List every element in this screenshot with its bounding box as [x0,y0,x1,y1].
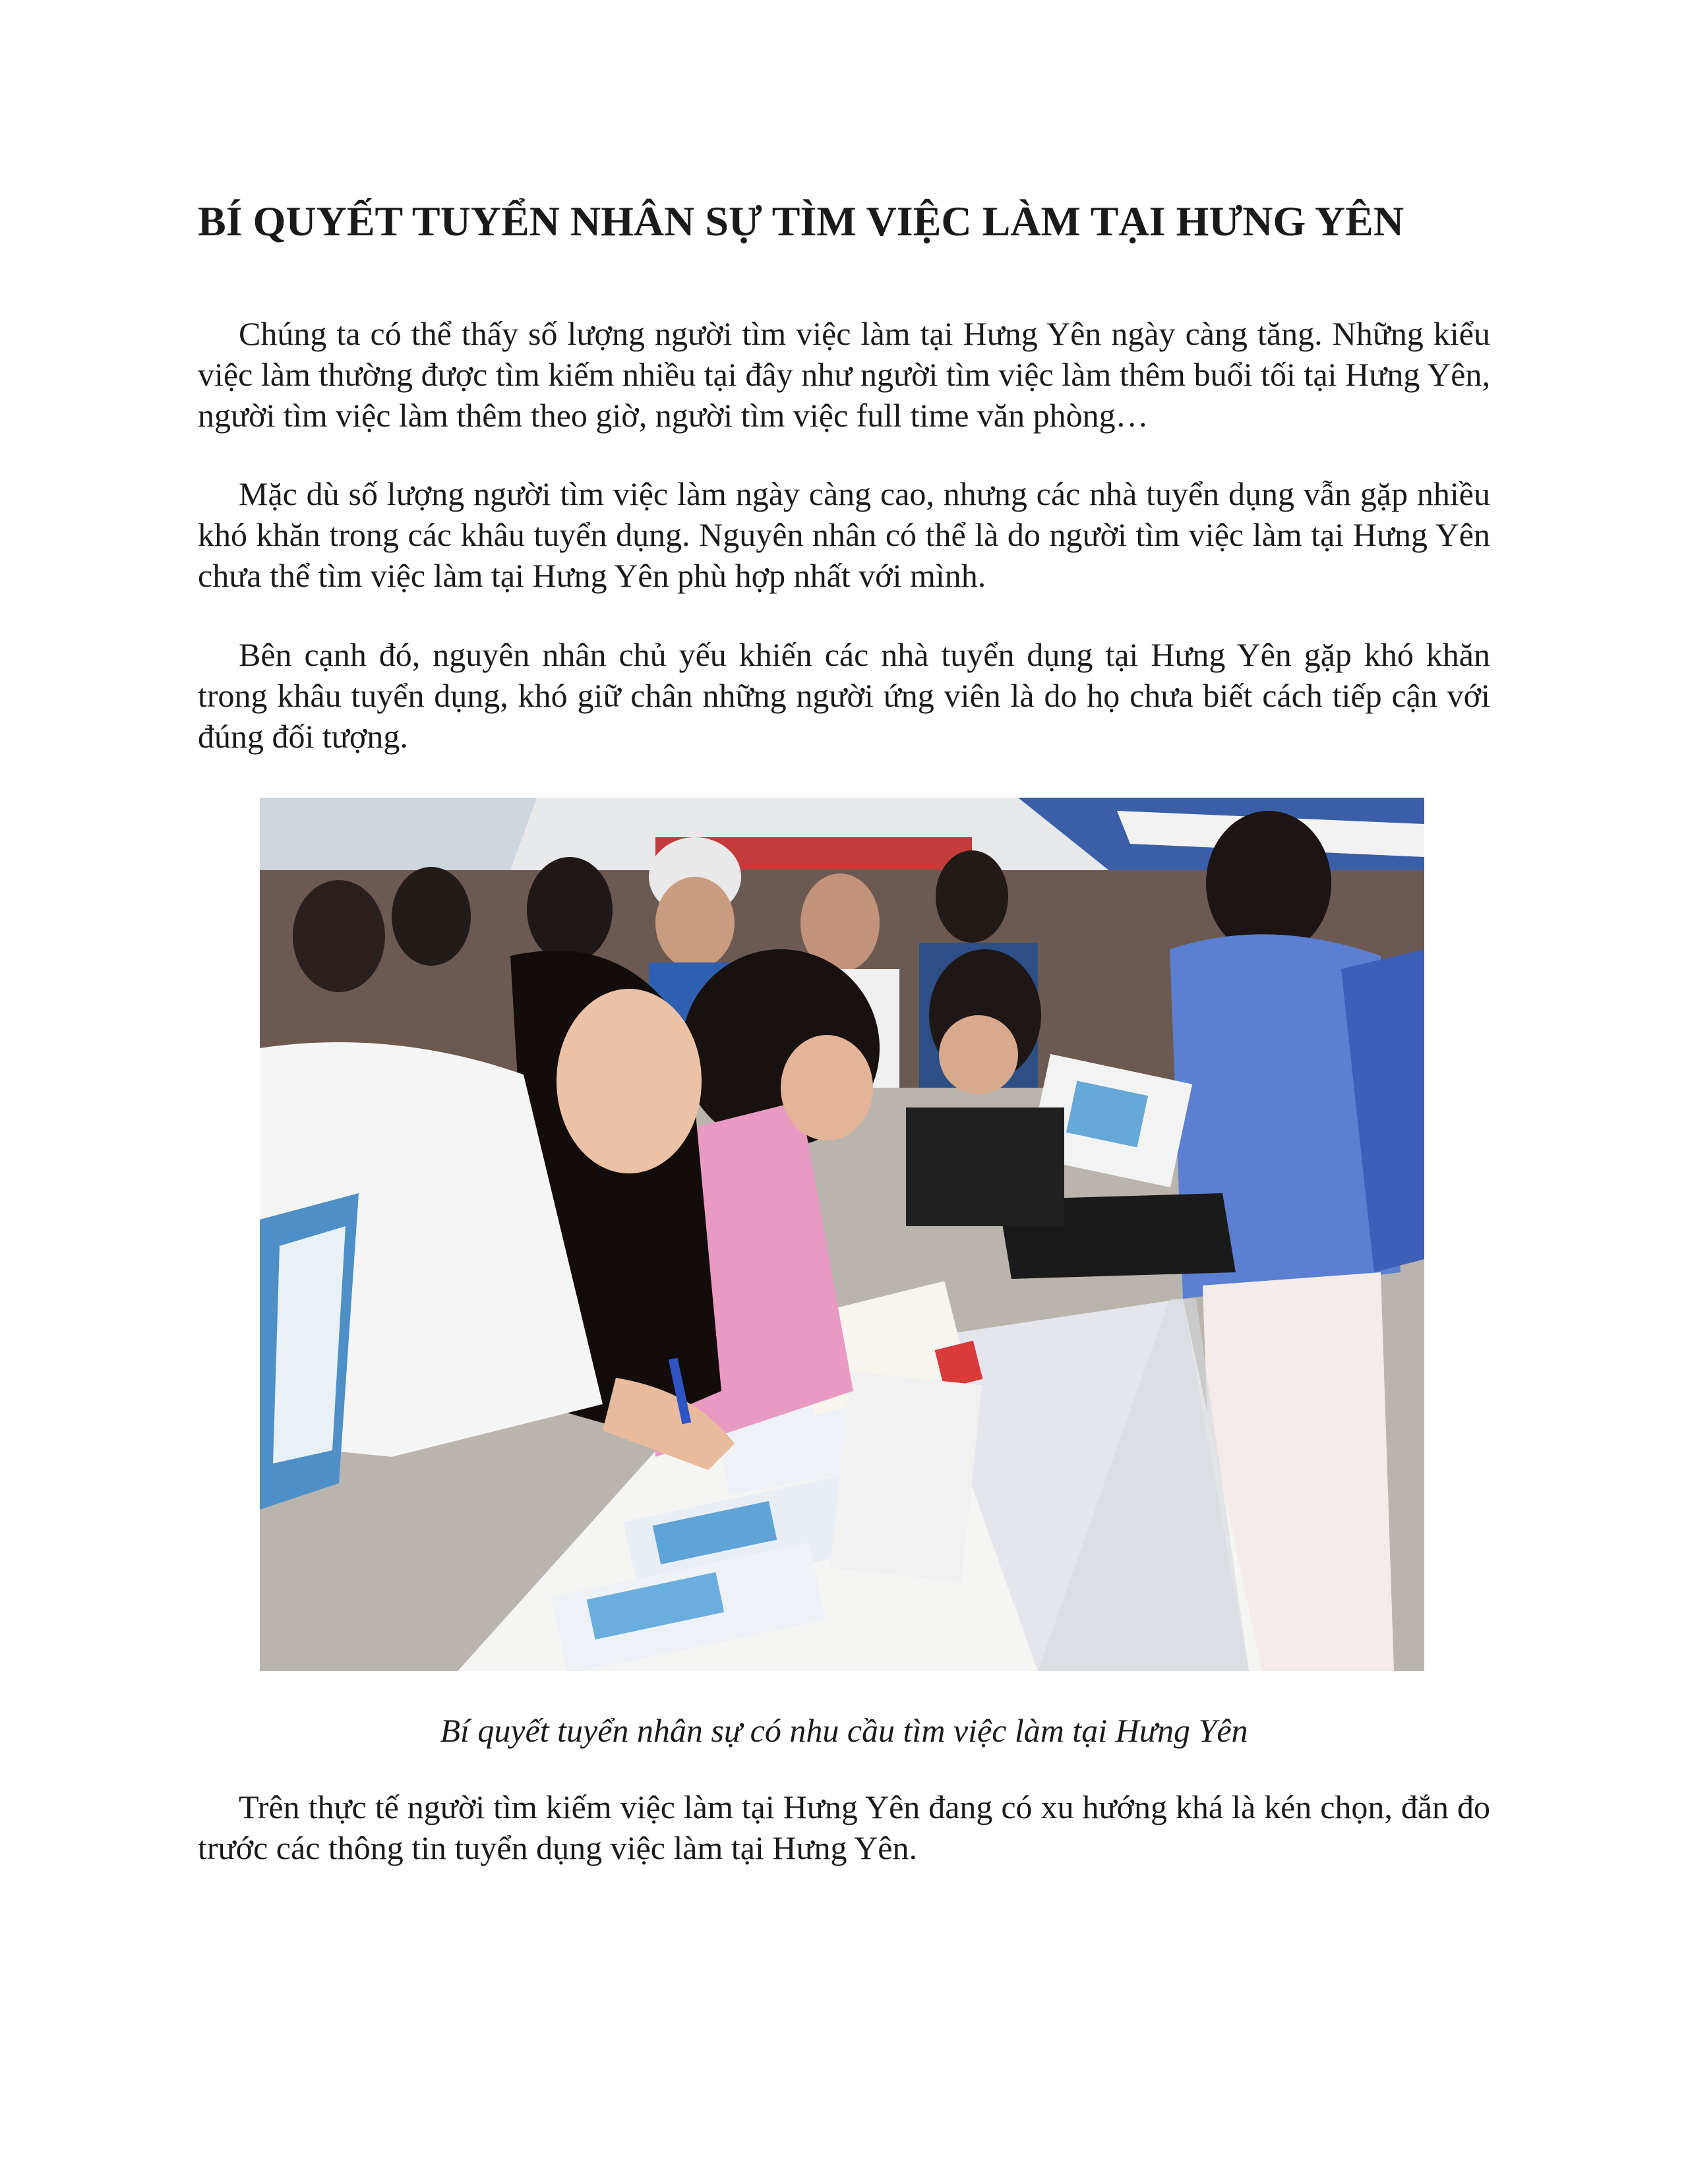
document-title: BÍ QUYẾT TUYỂN NHÂN SỰ TÌM VIỆC LÀM TẠI HƯNG YÊN [198,198,1404,245]
paragraph-1: Chúng ta có thể thấy số lượng người tìm việc làm tại Hưng Yên ngày càng tăng. Những kiểu việc làm thường được tìm kiếm nhiều tại đây như người tìm việc làm thêm buổi tối tại Hưng Yên, người tìm việc làm thêm theo giờ, người tìm việc full time văn phòng… [198,315,1490,434]
paragraph-2: Mặc dù số lượng người tìm việc làm ngày càng cao, nhưng các nhà tuyển dụng vẫn gặp nhiều khó khăn trong các khâu tuyển dụng. Nguyên nhân có thể là do người tìm việc làm tại Hưng Yên chưa thể tìm việc làm tại Hưng Yên phù hợp nhất với mình. [198,475,1490,594]
paragraph-3: Bên cạnh đó, nguyên nhân chủ yếu khiến các nhà tuyển dụng tại Hưng Yên gặp khó khăn trong khâu tuyển dụng, khó giữ chân những người ứng viên là do họ chưa biết cách tiếp cận với đúng đối tượng. [198,636,1490,755]
paragraph-4: Trên thực tế người tìm kiếm việc làm tại Hưng Yên đang có xu hướng khá là kén chọn, đắn đo trước các thông tin tuyển dụng việc làm tại Hưng Yên. [198,1788,1490,1866]
photo-caption: Bí quyết tuyển nhân sự có nhu cầu tìm việc làm tại Hưng Yên [440,1712,1248,1749]
job-fair-photo [260,798,1424,1671]
